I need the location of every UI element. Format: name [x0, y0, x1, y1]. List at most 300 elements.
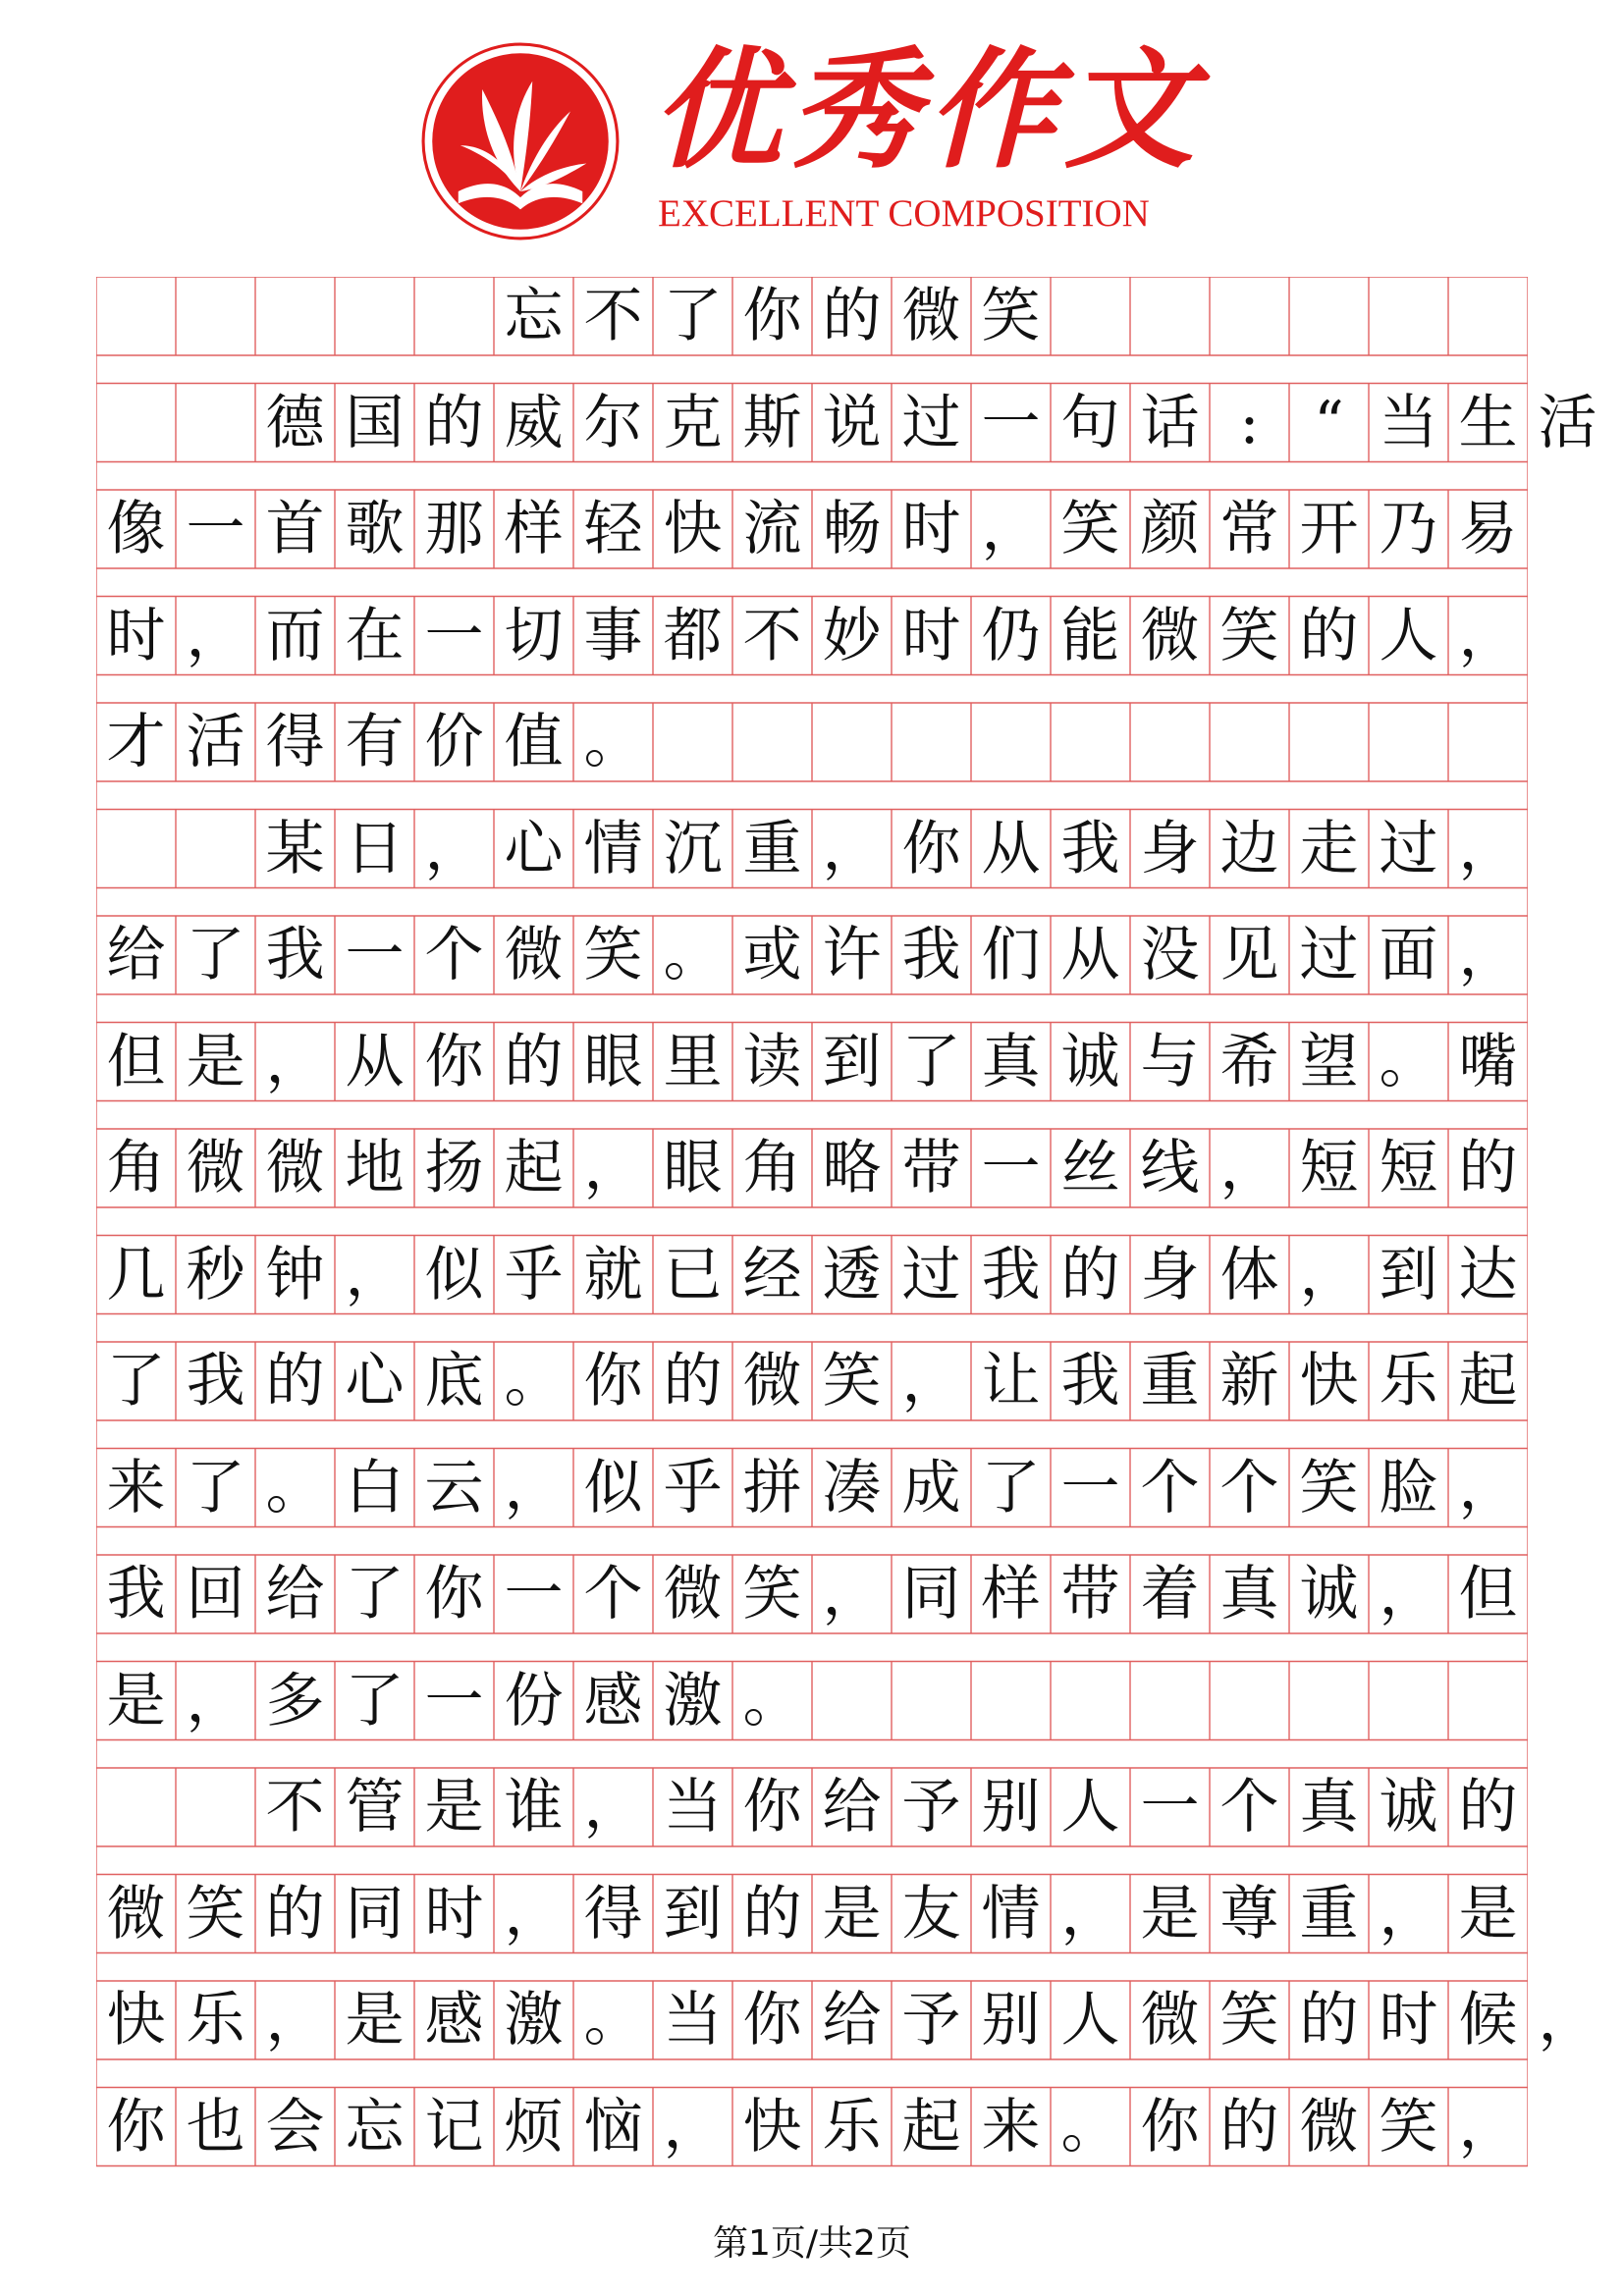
grid-char: 笑 [742, 1560, 802, 1629]
grid-char: 我 [186, 1347, 245, 1415]
grid-char: 身 [1140, 814, 1200, 883]
grid-char: 来 [981, 2092, 1041, 2162]
grid-char: 但 [106, 1027, 166, 1096]
grid-char: 了 [186, 1453, 245, 1522]
grid-char: 重 [1299, 1879, 1359, 1949]
grid-char [176, 277, 255, 355]
grid-char: 起 [504, 1134, 564, 1202]
grid-char: 拼 [742, 1453, 802, 1522]
grid-char: 的 [265, 1879, 325, 1949]
grid-char: ， [663, 2092, 723, 2162]
grid-char: 到 [822, 1027, 882, 1096]
grid-char: 乎 [504, 1240, 564, 1309]
grid-char: 透 [822, 1240, 882, 1309]
essay-line [96, 1449, 1528, 1527]
grid-char: 句 [1060, 388, 1120, 457]
grid-char: 你 [1140, 2092, 1200, 2162]
grid-char: 笑 [583, 921, 643, 989]
grid-char: 笑 [186, 1879, 245, 1949]
grid-char: 斯 [742, 388, 802, 457]
grid-char: 一 [1060, 1453, 1120, 1522]
grid-char: 了 [345, 1666, 405, 1735]
grid-char: 你 [424, 1560, 484, 1629]
grid-char: 时 [1379, 1986, 1438, 2055]
grid-char: 短 [1299, 1134, 1359, 1202]
grid-char: 予 [901, 1773, 961, 1842]
grid-char: ， [822, 814, 882, 883]
grid-char: 你 [901, 814, 961, 883]
grid-char: 笑 [1379, 2092, 1438, 2162]
grid-char: 心 [345, 1347, 405, 1415]
grid-char: 你 [742, 1986, 802, 2055]
grid-char: 当 [1379, 388, 1438, 457]
grid-char: 过 [901, 1240, 961, 1309]
grid-char: ， [1458, 1453, 1518, 1522]
grid-char: 一 [981, 1134, 1041, 1202]
grid-char: 常 [1219, 495, 1279, 563]
grid-char: 快 [1299, 1347, 1359, 1415]
grid-char: 成 [901, 1453, 961, 1522]
grid-char: 话 [1140, 388, 1200, 457]
essay-line [96, 1662, 812, 1740]
grid-char: 是 [345, 1986, 405, 2055]
grid-char: 钟 [265, 1240, 325, 1309]
grid-char: 了 [345, 1560, 405, 1629]
composition-grid [96, 277, 1597, 2199]
grid-char: 在 [345, 601, 405, 670]
grid-char: ， [583, 1773, 643, 1842]
grid-char: 像 [106, 495, 166, 563]
essay-line [96, 2088, 1528, 2166]
grid-char: 微 [901, 282, 961, 350]
grid-char: 从 [1060, 921, 1120, 989]
grid-char: 而 [265, 601, 325, 670]
grid-char: ， [1458, 601, 1518, 670]
grid-char: 一 [424, 601, 484, 670]
grid-char: 活 [186, 708, 245, 776]
grid-char: 我 [901, 921, 961, 989]
grid-char: 我 [981, 1240, 1041, 1309]
grid-char: 你 [742, 282, 802, 350]
grid-char [414, 277, 494, 355]
grid-char: 是 [1140, 1879, 1200, 1949]
grid-char: 值 [504, 708, 564, 776]
grid-char: 予 [901, 1986, 961, 2055]
grid-char: 某 [265, 814, 325, 883]
grid-char: 候 [1458, 1986, 1518, 2055]
grid-char: 是 [822, 1879, 882, 1949]
grid-char: 心 [504, 814, 564, 883]
grid-char: 切 [504, 601, 564, 670]
grid-char: 同 [901, 1560, 961, 1629]
grid-char: 角 [742, 1134, 802, 1202]
grid-char: 笑 [1219, 1986, 1279, 2055]
grid-char: ， [822, 1560, 882, 1629]
grid-char: 凑 [822, 1453, 882, 1522]
grid-char: 微 [1140, 1986, 1200, 2055]
grid-char: 诚 [1379, 1773, 1438, 1842]
grid-char: 感 [424, 1986, 484, 2055]
grid-char: 沉 [663, 814, 723, 883]
grid-char: ， [186, 1666, 245, 1735]
brand-subtitle: EXCELLENT COMPOSITION [658, 192, 1150, 235]
grid-char: ， [1379, 1879, 1438, 1949]
grid-char: 望 [1299, 1027, 1359, 1096]
essay-line [96, 810, 1528, 888]
essay-line [96, 916, 1528, 994]
brand-title: 优秀作文 [652, 34, 1202, 187]
grid-char: 我 [1060, 814, 1120, 883]
grid-char: 来 [106, 1453, 166, 1522]
grid-char: 尔 [583, 388, 643, 457]
grid-char: 。 [583, 1986, 643, 2055]
grid-char: 份 [504, 1666, 564, 1735]
grid-char: 重 [1140, 1347, 1200, 1415]
grid-char: 个 [1140, 1453, 1200, 1522]
grid-char: 乃 [1379, 495, 1438, 563]
grid-char: 的 [1060, 1240, 1120, 1309]
grid-char: 烦 [504, 2092, 564, 2162]
grid-char: 我 [265, 921, 325, 989]
grid-char: 的 [265, 1347, 325, 1415]
grid-char: 从 [345, 1027, 405, 1096]
grid-char: 人 [1379, 601, 1438, 670]
grid-char: 个 [583, 1560, 643, 1629]
grid-char: 德 [265, 388, 325, 457]
grid-char: 似 [424, 1240, 484, 1309]
grid-char: ， [1458, 814, 1518, 883]
grid-char: 。 [1060, 2092, 1120, 2162]
grid-char: 快 [663, 495, 723, 563]
grid-char: 的 [1458, 1134, 1518, 1202]
grid-char: 感 [583, 1666, 643, 1735]
grid-char: ， [583, 1134, 643, 1202]
grid-char [335, 277, 414, 355]
grid-char: 过 [901, 388, 961, 457]
grid-char: 。 [504, 1347, 564, 1415]
grid-char: 歌 [345, 495, 405, 563]
grid-char [96, 1768, 176, 1846]
grid-char: 几 [106, 1240, 166, 1309]
grid-char: 情 [981, 1879, 1041, 1949]
grid-char: 就 [583, 1240, 643, 1309]
grid-char: ， [265, 1027, 325, 1096]
grid-char: 个 [1219, 1773, 1279, 1842]
grid-char: 回 [186, 1560, 245, 1629]
grid-char: 过 [1299, 921, 1359, 989]
grid-char: 经 [742, 1240, 802, 1309]
grid-char: 与 [1140, 1027, 1200, 1096]
grid-char: 了 [186, 921, 245, 989]
grid-char: 没 [1140, 921, 1200, 989]
page-number: 第1页/共2页 [713, 2223, 911, 2264]
grid-char: : [1239, 388, 1260, 457]
grid-char: 真 [1299, 1773, 1359, 1842]
grid-char: 微 [742, 1347, 802, 1415]
grid-char [255, 277, 335, 355]
grid-char: 起 [1458, 1347, 1518, 1415]
grid-char: 价 [424, 708, 484, 776]
grid-char: 人 [1060, 1986, 1120, 2055]
grid-char: 。 [265, 1453, 325, 1522]
grid-char: 是 [106, 1666, 166, 1735]
grid-char: 我 [1060, 1347, 1120, 1415]
grid-char: 克 [663, 388, 723, 457]
grid-char: 见 [1219, 921, 1279, 989]
grid-char: ， [1060, 1879, 1120, 1949]
grid-char: 个 [424, 921, 484, 989]
grid-char: 给 [822, 1986, 882, 2055]
grid-char: 从 [981, 814, 1041, 883]
grid-char: 身 [1140, 1240, 1200, 1309]
grid-char: 地 [345, 1134, 405, 1202]
grid-char: 轻 [583, 495, 643, 563]
grid-char: ， [981, 495, 1041, 563]
grid-char: 谁 [504, 1773, 564, 1842]
grid-char: ， [1538, 1986, 1597, 2055]
grid-char: 得 [265, 708, 325, 776]
grid-char: ， [265, 1986, 325, 2055]
grid-char: 的 [504, 1027, 564, 1096]
grid-char: 激 [663, 1666, 723, 1735]
grid-char: 到 [1379, 1240, 1438, 1309]
grid-char: 新 [1219, 1347, 1279, 1415]
grid-char: “ [1314, 388, 1344, 457]
grid-char: 扬 [424, 1134, 484, 1202]
grid-char: 真 [981, 1027, 1041, 1096]
grid-char: 了 [663, 282, 723, 350]
grid-char: 一 [424, 1666, 484, 1735]
grid-char: 一 [1140, 1773, 1200, 1842]
grid-char: 样 [981, 1560, 1041, 1629]
grid-char: 不 [583, 282, 643, 350]
grid-char: 得 [583, 1879, 643, 1949]
grid-char: 样 [504, 495, 564, 563]
grid-char: 眼 [583, 1027, 643, 1096]
grid-char [176, 384, 255, 462]
grid-char: 忘 [504, 282, 564, 350]
grid-char: 时 [901, 495, 961, 563]
grid-char: 你 [742, 1773, 802, 1842]
grid-char: ， [1299, 1240, 1359, 1309]
grid-char: 流 [742, 495, 802, 563]
grid-char: 的 [742, 1879, 802, 1949]
grid-char: 希 [1219, 1027, 1279, 1096]
grid-char: 忘 [345, 2092, 405, 2162]
grid-char: 角 [106, 1134, 166, 1202]
grid-char: 畅 [822, 495, 882, 563]
grid-char: 不 [742, 601, 802, 670]
grid-char: 丝 [1060, 1134, 1120, 1202]
grid-char: 当 [663, 1986, 723, 2055]
grid-char: 真 [1219, 1560, 1279, 1629]
grid-char: 的 [1458, 1773, 1518, 1842]
grid-char: 秒 [186, 1240, 245, 1309]
grid-char: 的 [424, 388, 484, 457]
grid-char: ， [901, 1347, 961, 1415]
grid-char: 生 [1458, 388, 1518, 457]
grid-char: 乐 [186, 1986, 245, 2055]
grid-char: 让 [981, 1347, 1041, 1415]
grid-char: 都 [663, 601, 723, 670]
essay-line [96, 1236, 1528, 1314]
grid-char: 给 [265, 1560, 325, 1629]
grid-char: 你 [424, 1027, 484, 1096]
grid-char: 情 [583, 814, 643, 883]
grid-char: 一 [345, 921, 405, 989]
grid-char: 云 [424, 1453, 484, 1522]
grid-char: 已 [663, 1240, 723, 1309]
grid-char: 你 [106, 2092, 166, 2162]
grid-char: ， [504, 1879, 564, 1949]
grid-char: 短 [1379, 1134, 1438, 1202]
grid-char: 似 [583, 1453, 643, 1522]
grid-char: 重 [742, 814, 802, 883]
grid-char: 我 [106, 1560, 166, 1629]
essay-body [96, 277, 1597, 2199]
grid-char: 笑 [822, 1347, 882, 1415]
grid-char: 一 [504, 1560, 564, 1629]
grid-char [96, 277, 176, 355]
grid-char: 许 [822, 921, 882, 989]
grid-char: 里 [663, 1027, 723, 1096]
grid-char: 的 [1299, 601, 1359, 670]
grid-char: 说 [822, 388, 882, 457]
essay-line [96, 1342, 1528, 1420]
grid-char: 体 [1219, 1240, 1279, 1309]
grid-char: 别 [981, 1986, 1041, 2055]
grid-char [96, 384, 176, 462]
grid-char: 乐 [822, 2092, 882, 2162]
grid-char: 个 [1219, 1453, 1279, 1522]
grid-char: 过 [1379, 814, 1438, 883]
grid-char: 一 [186, 495, 245, 563]
grid-char: 仍 [981, 601, 1041, 670]
grid-char: 。 [663, 921, 723, 989]
grid-char: 尊 [1219, 1879, 1279, 1949]
essay-line [96, 597, 1528, 675]
grid-char: 是 [1458, 1879, 1518, 1949]
grid-char: 到 [663, 1879, 723, 1949]
grid-char: 带 [901, 1134, 961, 1202]
grid-char: 活 [1538, 388, 1597, 457]
grid-char: 也 [186, 2092, 245, 2162]
essay-line [96, 1023, 1528, 1101]
grid-char: 颜 [1140, 495, 1200, 563]
grid-char: 走 [1299, 814, 1359, 883]
grid-char: 面 [1379, 921, 1438, 989]
grid-char [176, 1768, 255, 1846]
grid-char: 乎 [663, 1453, 723, 1522]
grid-char: ， [1458, 2092, 1518, 2162]
grid-char: 诚 [1299, 1560, 1359, 1629]
grid-char: 。 [742, 1666, 802, 1735]
grid-char: 笑 [1299, 1453, 1359, 1522]
grid-char: 。 [1379, 1027, 1438, 1096]
grid-char: 时 [901, 601, 961, 670]
grid-char: 快 [106, 1986, 166, 2055]
grid-char: 时 [424, 1879, 484, 1949]
grid-char: 不 [265, 1773, 325, 1842]
grid-char: ， [1379, 1560, 1438, 1629]
essay-line [96, 1981, 1607, 2059]
grid-char: 别 [981, 1773, 1041, 1842]
grid-char: 起 [901, 2092, 961, 2162]
grid-char: 着 [1140, 1560, 1200, 1629]
grid-char: 快 [742, 2092, 802, 2162]
grid-char: 底 [424, 1347, 484, 1415]
grid-char: 一 [981, 388, 1041, 457]
grid-char: ， [504, 1453, 564, 1522]
grid-char: 微 [106, 1879, 166, 1949]
grid-char: 首 [265, 495, 325, 563]
grid-char: 们 [981, 921, 1041, 989]
essay-line [96, 1768, 1528, 1846]
grid-char: 但 [1458, 1560, 1518, 1629]
grid-char: ， [1219, 1134, 1279, 1202]
grid-char: 威 [504, 388, 564, 457]
grid-char: 你 [583, 1347, 643, 1415]
book-plant-emblem-icon [420, 41, 621, 241]
grid-char: 笑 [1060, 495, 1120, 563]
grid-char: 。 [583, 708, 643, 776]
grid-char: 管 [345, 1773, 405, 1842]
grid-char: ， [345, 1240, 405, 1309]
grid-char: 人 [1060, 1773, 1120, 1842]
grid-char: 恼 [583, 2092, 643, 2162]
grid-char: 给 [106, 921, 166, 989]
grid-char: 或 [742, 921, 802, 989]
grid-char: 微 [186, 1134, 245, 1202]
grid-char: 易 [1458, 495, 1518, 563]
grid-char: 笑 [981, 282, 1041, 350]
grid-char: 脸 [1379, 1453, 1438, 1522]
grid-char: 边 [1219, 814, 1279, 883]
grid-char: 线 [1140, 1134, 1200, 1202]
grid-char: 微 [504, 921, 564, 989]
grid-char: 多 [265, 1666, 325, 1735]
grid-char: 微 [265, 1134, 325, 1202]
grid-char: 是 [186, 1027, 245, 1096]
grid-char: 才 [106, 708, 166, 776]
grid-char: 了 [901, 1027, 961, 1096]
essay-line [96, 703, 653, 781]
grid-char: 的 [1299, 1986, 1359, 2055]
essay-line [96, 384, 1607, 462]
grid-char: 是 [424, 1773, 484, 1842]
grid-char: 的 [1219, 2092, 1279, 2162]
grid-char: 略 [822, 1134, 882, 1202]
grid-char: 微 [1299, 2092, 1359, 2162]
grid-char: 诚 [1060, 1027, 1120, 1096]
grid-char: 友 [901, 1879, 961, 1949]
grid-char: 的 [663, 1347, 723, 1415]
essay-line [96, 1555, 1528, 1633]
grid-char: 同 [345, 1879, 405, 1949]
grid-char: 有 [345, 708, 405, 776]
grid-char: 会 [265, 2092, 325, 2162]
page-header [0, 0, 1624, 265]
essay-line [96, 1129, 1528, 1207]
grid-char: 了 [106, 1347, 166, 1415]
grid-char: ， [186, 601, 245, 670]
grid-char: 记 [424, 2092, 484, 2162]
essay-line [96, 490, 1528, 568]
essay-title [96, 277, 1051, 355]
grid-char: 那 [424, 495, 484, 563]
grid-char: 微 [663, 1560, 723, 1629]
grid-char: 给 [822, 1773, 882, 1842]
